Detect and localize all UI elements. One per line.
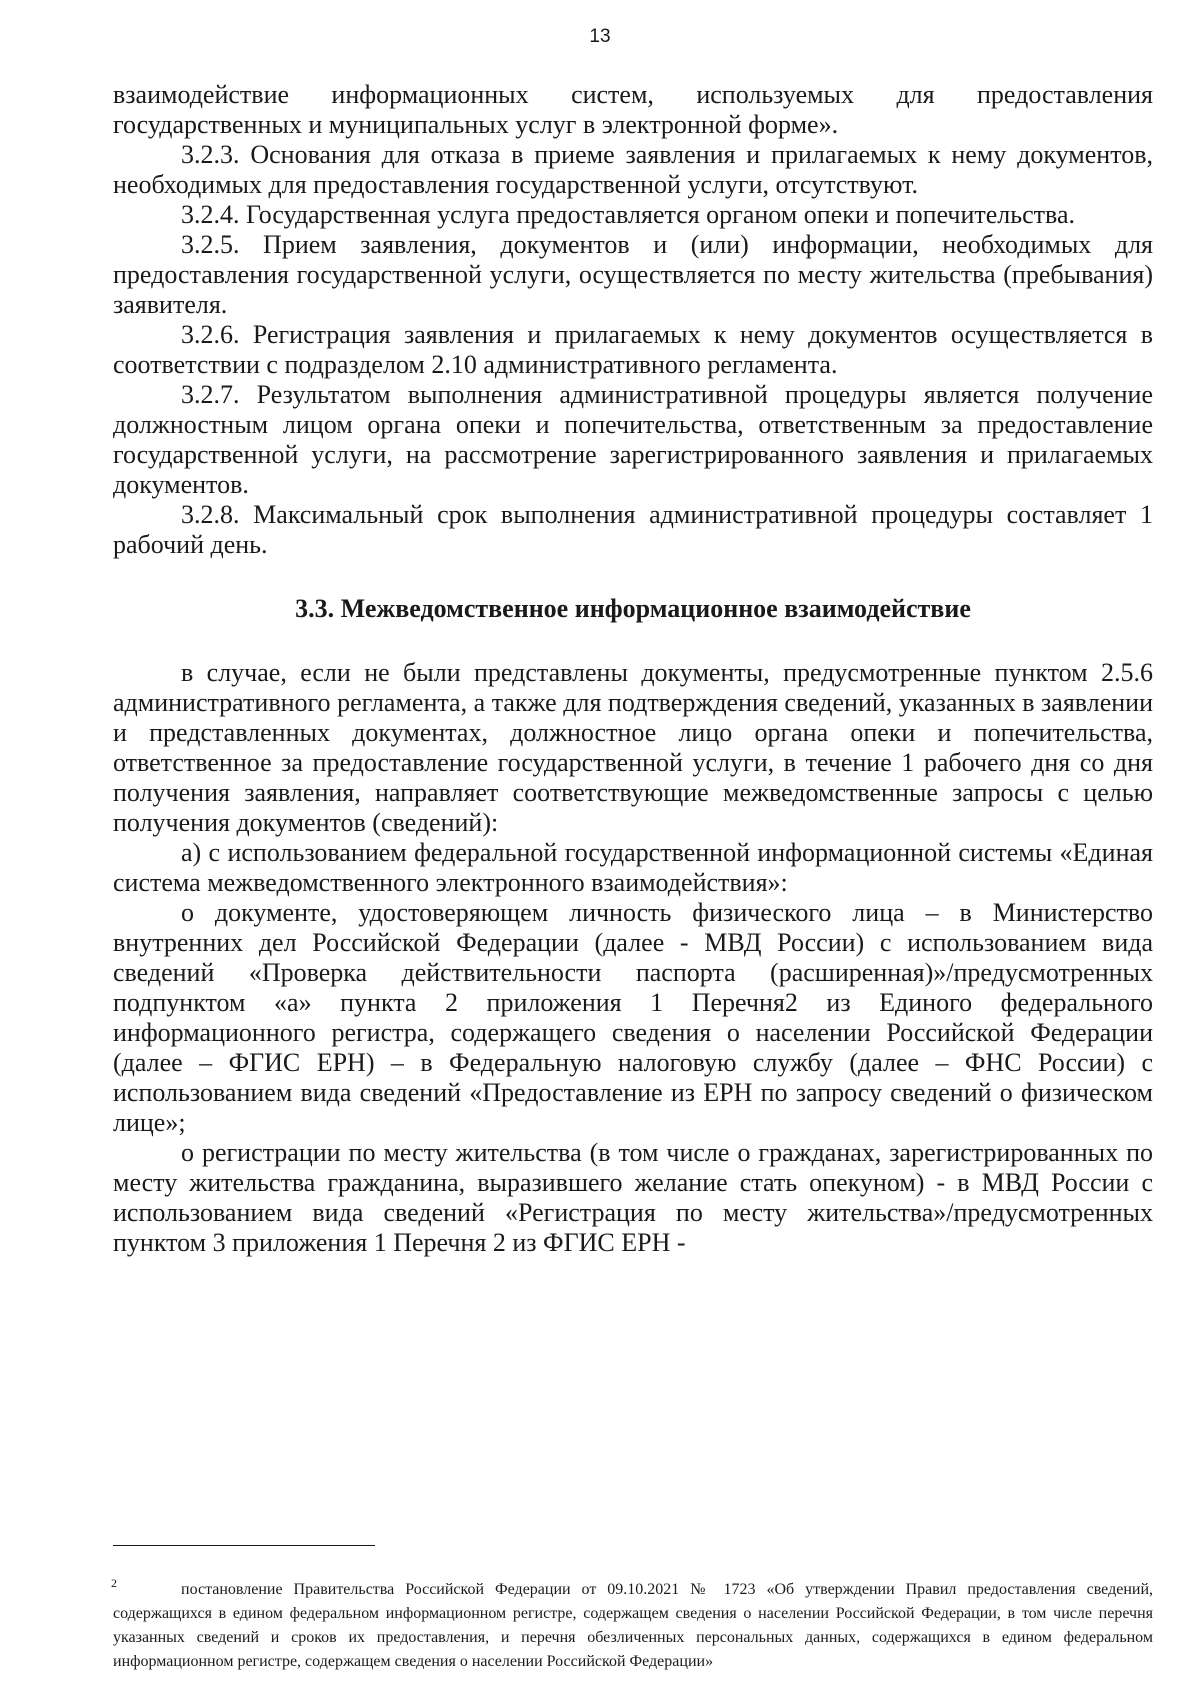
footnote-text: постановление Правительства Российской Федерации от 09.10.2021 № 1723 «Об утверждении Правил предоставления сведений, содержащихся в едином федеральном информационном регистре, содержащем сведения о населении Российской Федерации, в том числе перечня указанных сведений и сроков их предоставления, и перечня обезличенных персональных данных, содержащихся в едином федеральном информационном регистре, содержащем сведения о населении Российской Федерации» xyxy=(113,1581,1153,1670)
footnote xyxy=(113,1578,1153,1674)
paragraph-3-2-8: 3.2.8. Максимальный срок выполнения административной процедуры составляет 1 рабочий день. xyxy=(113,500,1153,559)
section-paragraph-a: а) с использованием федеральной государственной информационной системы «Единая система межведомственного электронного взаимодействия»: xyxy=(113,838,1153,897)
footnote-mark: 2 xyxy=(111,1576,117,1590)
paragraph-continuation: взаимодействие информационных систем, используемых для предоставления государственных и муниципальных услуг в электронной форме». xyxy=(113,80,1153,139)
paragraph-3-2-4: 3.2.4. Государственная услуга предоставляется органом опеки и попечительства. xyxy=(181,200,1075,229)
document-body xyxy=(113,80,1153,1258)
section-paragraph-identity-document: о документе, удостоверяющем личность физического лица – в Министерство внутренних дел Российской Федерации (далее - МВД России) с использованием вида сведений «Проверка действительности паспорта (расширенная)»/предусмотренных подпунктом «а» пункта 2 приложения 1 Перечня2 из Единого федерального информационного регистра, содержащего сведения о населении Российской Федерации (далее – ФГИС ЕРН) – в Федеральную налоговую службу (далее – ФНС России) с использованием вида сведений «Предоставление из ЕРН по запросу сведений о физическом лице»; xyxy=(113,898,1153,1137)
page-number: 13 xyxy=(589,26,611,47)
paragraph-3-2-7: 3.2.7. Результатом выполнения административной процедуры является получение должностным лицом органа опеки и попечительства, ответственным за предоставление государственной услуги, на рассмотрение зарегистрированного заявления и прилагаемых документов. xyxy=(113,380,1153,499)
paragraph-3-2-6: 3.2.6. Регистрация заявления и прилагаемых к нему документов осуществляется в соответствии с подразделом 2.10 административного регламента. xyxy=(113,320,1153,379)
section-paragraph-intro: в случае, если не были представлены документы, предусмотренные пунктом 2.5.6 административного регламента, а также для подтверждения сведений, указанных в заявлении и представленных документах, должностное лицо органа опеки и попечительства, ответственное за предоставление государственной услуги, в течение 1 рабочего дня со дня получения заявления, направляет соответствующие межведомственные запросы с целью получения документов (сведений): xyxy=(113,658,1153,837)
section-heading: 3.3. Межведомственное информационное взаимодействие xyxy=(295,594,971,623)
paragraph-3-2-5: 3.2.5. Прием заявления, документов и (или) информации, необходимых для предоставления государственной услуги, осуществляется по месту жительства (пребывания) заявителя. xyxy=(113,230,1153,319)
paragraph-3-2-3: 3.2.3. Основания для отказа в приеме заявления и прилагаемых к нему документов, необходимых для предоставления государственной услуги, отсутствуют. xyxy=(113,140,1153,199)
section-paragraph-registration: о регистрации по месту жительства (в том числе о гражданах, зарегистрированных по месту жительства гражданина, выразившего желание стать опекуном) - в МВД России с использованием вида сведений «Регистрация по месту жительства»/предусмотренных пунктом 3 приложения 1 Перечня 2 из ФГИС ЕРН - xyxy=(113,1138,1153,1257)
footnote-separator xyxy=(113,1545,375,1546)
